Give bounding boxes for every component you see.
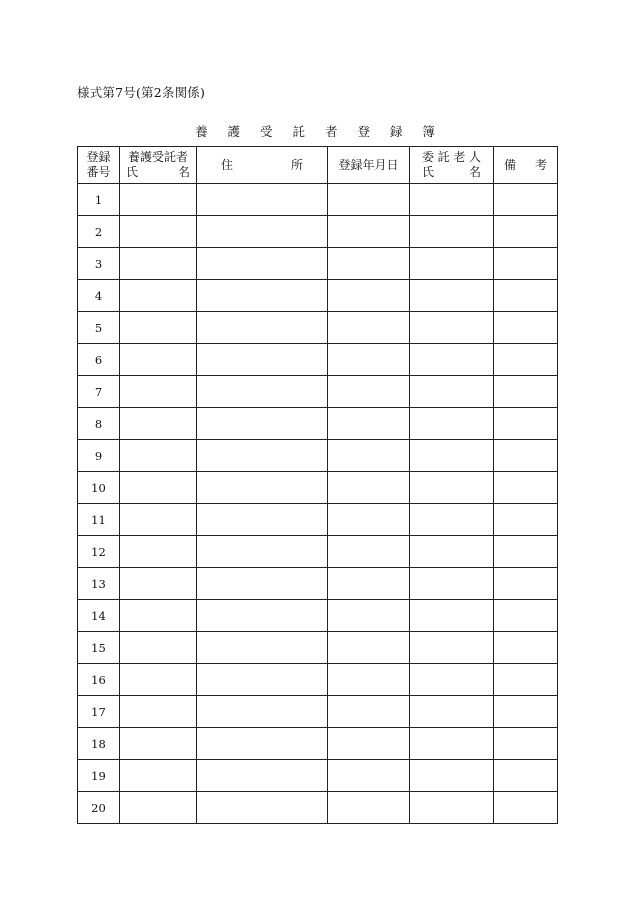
guardian-name-cell <box>120 536 197 568</box>
entrusted-elder-cell <box>410 632 494 664</box>
remarks-cell <box>494 664 558 696</box>
guardian-name-cell <box>120 760 197 792</box>
address-cell <box>197 440 328 472</box>
table-row <box>78 664 558 696</box>
entrusted-elder-cell <box>410 216 494 248</box>
col-header-entrusted-elder <box>410 147 494 184</box>
table-row <box>78 792 558 824</box>
document-title: 養 護 受 託 者 登 録 簿 <box>195 124 443 139</box>
address-cell <box>197 216 328 248</box>
guardian-name-cell <box>120 728 197 760</box>
remarks-cell <box>494 696 558 728</box>
col-header-reg-no <box>78 147 120 184</box>
entrusted-elder-cell <box>410 440 494 472</box>
col-header-address <box>197 147 328 184</box>
reg-date-cell <box>328 440 410 472</box>
reg-date-cell <box>328 216 410 248</box>
entrusted-elder-cell <box>410 696 494 728</box>
registry-table <box>77 146 558 824</box>
reg-no-line1: 登録 <box>86 150 111 164</box>
table-row <box>78 440 558 472</box>
guardian-name-cell <box>120 504 197 536</box>
address-cell <box>197 344 328 376</box>
remarks-cell <box>494 568 558 600</box>
table-row <box>78 696 558 728</box>
remarks-cell <box>494 472 558 504</box>
reg-number-cell: 18 <box>78 728 120 760</box>
guardian-name-cell <box>120 216 197 248</box>
address-b: 所 <box>290 157 303 172</box>
address-cell <box>197 472 328 504</box>
remarks-cell <box>494 248 558 280</box>
reg-number-cell: 2 <box>78 216 120 248</box>
address-label <box>197 158 327 173</box>
table-row <box>78 728 558 760</box>
table-row <box>78 184 558 216</box>
address-cell <box>197 632 328 664</box>
reg-date-cell <box>328 696 410 728</box>
reg-date-cell <box>328 184 410 216</box>
address-cell <box>197 600 328 632</box>
entrusted-line1-c: 老 <box>453 150 466 164</box>
reg-date-cell <box>328 536 410 568</box>
entrusted-elder-cell <box>410 568 494 600</box>
address-cell <box>197 696 328 728</box>
table-row <box>78 248 558 280</box>
address-cell <box>197 376 328 408</box>
remarks-cell <box>494 312 558 344</box>
address-cell <box>197 568 328 600</box>
reg-number-cell: 6 <box>78 344 120 376</box>
guardian-name-cell <box>120 344 197 376</box>
address-cell <box>197 760 328 792</box>
entrusted-elder-cell <box>410 184 494 216</box>
reg-date-cell <box>328 376 410 408</box>
table-row <box>78 472 558 504</box>
table-row <box>78 280 558 312</box>
col-header-guardian-name <box>120 147 197 184</box>
remarks-cell <box>494 504 558 536</box>
remarks-cell <box>494 728 558 760</box>
address-cell <box>197 408 328 440</box>
reg-number-cell: 16 <box>78 664 120 696</box>
reg-date-cell <box>328 632 410 664</box>
table-row <box>78 408 558 440</box>
entrusted-line2-b: 名 <box>468 165 481 179</box>
guardian-name-cell <box>120 440 197 472</box>
address-cell <box>197 184 328 216</box>
entrusted-elder-cell <box>410 504 494 536</box>
table-row <box>78 376 558 408</box>
reg-number-cell: 9 <box>78 440 120 472</box>
remarks-cell <box>494 600 558 632</box>
reg-number-cell: 19 <box>78 760 120 792</box>
entrusted-elder-cell <box>410 312 494 344</box>
entrusted-elder-cell <box>410 760 494 792</box>
reg-date-cell <box>328 664 410 696</box>
address-cell <box>197 728 328 760</box>
remarks-cell <box>494 344 558 376</box>
table-row <box>78 504 558 536</box>
reg-date-cell <box>328 280 410 312</box>
guardian-line2 <box>120 165 196 180</box>
table-row <box>78 568 558 600</box>
guardian-name-cell <box>120 600 197 632</box>
reg-number-cell: 14 <box>78 600 120 632</box>
remarks-label <box>494 158 557 173</box>
reg-number-cell: 5 <box>78 312 120 344</box>
address-cell <box>197 792 328 824</box>
address-cell <box>197 312 328 344</box>
reg-date-cell <box>328 568 410 600</box>
guardian-name-cell <box>120 696 197 728</box>
reg-date-cell <box>328 760 410 792</box>
remarks-b: 考 <box>534 157 547 172</box>
reg-date-cell <box>328 728 410 760</box>
table-row <box>78 600 558 632</box>
reg-number-cell: 11 <box>78 504 120 536</box>
entrusted-elder-cell <box>410 600 494 632</box>
entrusted-elder-cell <box>410 472 494 504</box>
guardian-name-cell <box>120 568 197 600</box>
header-row <box>78 147 558 184</box>
form-number-label: 様式第7号(第2条関係) <box>77 85 206 100</box>
col-header-remarks <box>494 147 558 184</box>
reg-date-cell <box>328 408 410 440</box>
table-row <box>78 312 558 344</box>
table-header <box>78 147 558 184</box>
entrusted-line2-a: 氏 <box>422 165 435 179</box>
table-body <box>78 184 558 824</box>
table-row <box>78 632 558 664</box>
entrusted-line1 <box>410 150 493 165</box>
table-row <box>78 216 558 248</box>
entrusted-elder-cell <box>410 792 494 824</box>
address-cell <box>197 504 328 536</box>
reg-number-cell: 4 <box>78 280 120 312</box>
reg-number-cell: 8 <box>78 408 120 440</box>
table-row <box>78 536 558 568</box>
table-row <box>78 760 558 792</box>
reg-number-cell: 17 <box>78 696 120 728</box>
reg-date-cell <box>328 344 410 376</box>
entrusted-elder-cell <box>410 728 494 760</box>
reg-date-cell <box>328 792 410 824</box>
guardian-name-cell <box>120 632 197 664</box>
entrusted-elder-cell <box>410 664 494 696</box>
entrusted-line1-b: 託 <box>437 150 450 164</box>
guardian-line1: 養護受託者 <box>127 150 188 164</box>
reg-number-cell: 1 <box>78 184 120 216</box>
remarks-cell <box>494 216 558 248</box>
col-header-reg-date: 登録年月日 <box>328 147 410 184</box>
remarks-cell <box>494 760 558 792</box>
guardian-name-cell <box>120 280 197 312</box>
address-cell <box>197 536 328 568</box>
address-a: 住 <box>221 157 234 172</box>
address-cell <box>197 664 328 696</box>
reg-date-cell <box>328 312 410 344</box>
entrusted-line1-a: 委 <box>422 150 435 164</box>
remarks-cell <box>494 184 558 216</box>
remarks-cell <box>494 376 558 408</box>
remarks-cell <box>494 440 558 472</box>
entrusted-elder-cell <box>410 344 494 376</box>
guardian-name-cell <box>120 664 197 696</box>
guardian-name-cell <box>120 376 197 408</box>
remarks-cell <box>494 280 558 312</box>
reg-no-line2: 番号 <box>86 165 111 179</box>
reg-date-cell <box>328 504 410 536</box>
reg-number-cell: 3 <box>78 248 120 280</box>
reg-number-cell: 20 <box>78 792 120 824</box>
entrusted-elder-cell <box>410 536 494 568</box>
reg-number-cell: 13 <box>78 568 120 600</box>
remarks-cell <box>494 536 558 568</box>
guardian-name-cell <box>120 184 197 216</box>
guardian-name-cell <box>120 248 197 280</box>
reg-date-cell <box>328 472 410 504</box>
guardian-name-cell <box>120 792 197 824</box>
table-row <box>78 344 558 376</box>
reg-date-cell <box>328 248 410 280</box>
guardian-name-cell <box>120 472 197 504</box>
reg-date-cell <box>328 600 410 632</box>
reg-number-cell: 7 <box>78 376 120 408</box>
guardian-name-cell <box>120 312 197 344</box>
entrusted-line2 <box>410 165 493 180</box>
entrusted-line1-d: 人 <box>468 150 481 164</box>
guardian-line2-b: 名 <box>177 165 190 179</box>
remarks-a: 備 <box>504 157 517 172</box>
reg-number-cell: 15 <box>78 632 120 664</box>
reg-number-cell: 10 <box>78 472 120 504</box>
address-cell <box>197 248 328 280</box>
reg-number-cell: 12 <box>78 536 120 568</box>
remarks-cell <box>494 632 558 664</box>
remarks-cell <box>494 408 558 440</box>
remarks-cell <box>494 792 558 824</box>
address-cell <box>197 280 328 312</box>
entrusted-elder-cell <box>410 408 494 440</box>
entrusted-elder-cell <box>410 248 494 280</box>
guardian-line2-a: 氏 <box>126 165 139 179</box>
guardian-name-cell <box>120 408 197 440</box>
entrusted-elder-cell <box>410 280 494 312</box>
entrusted-elder-cell <box>410 376 494 408</box>
